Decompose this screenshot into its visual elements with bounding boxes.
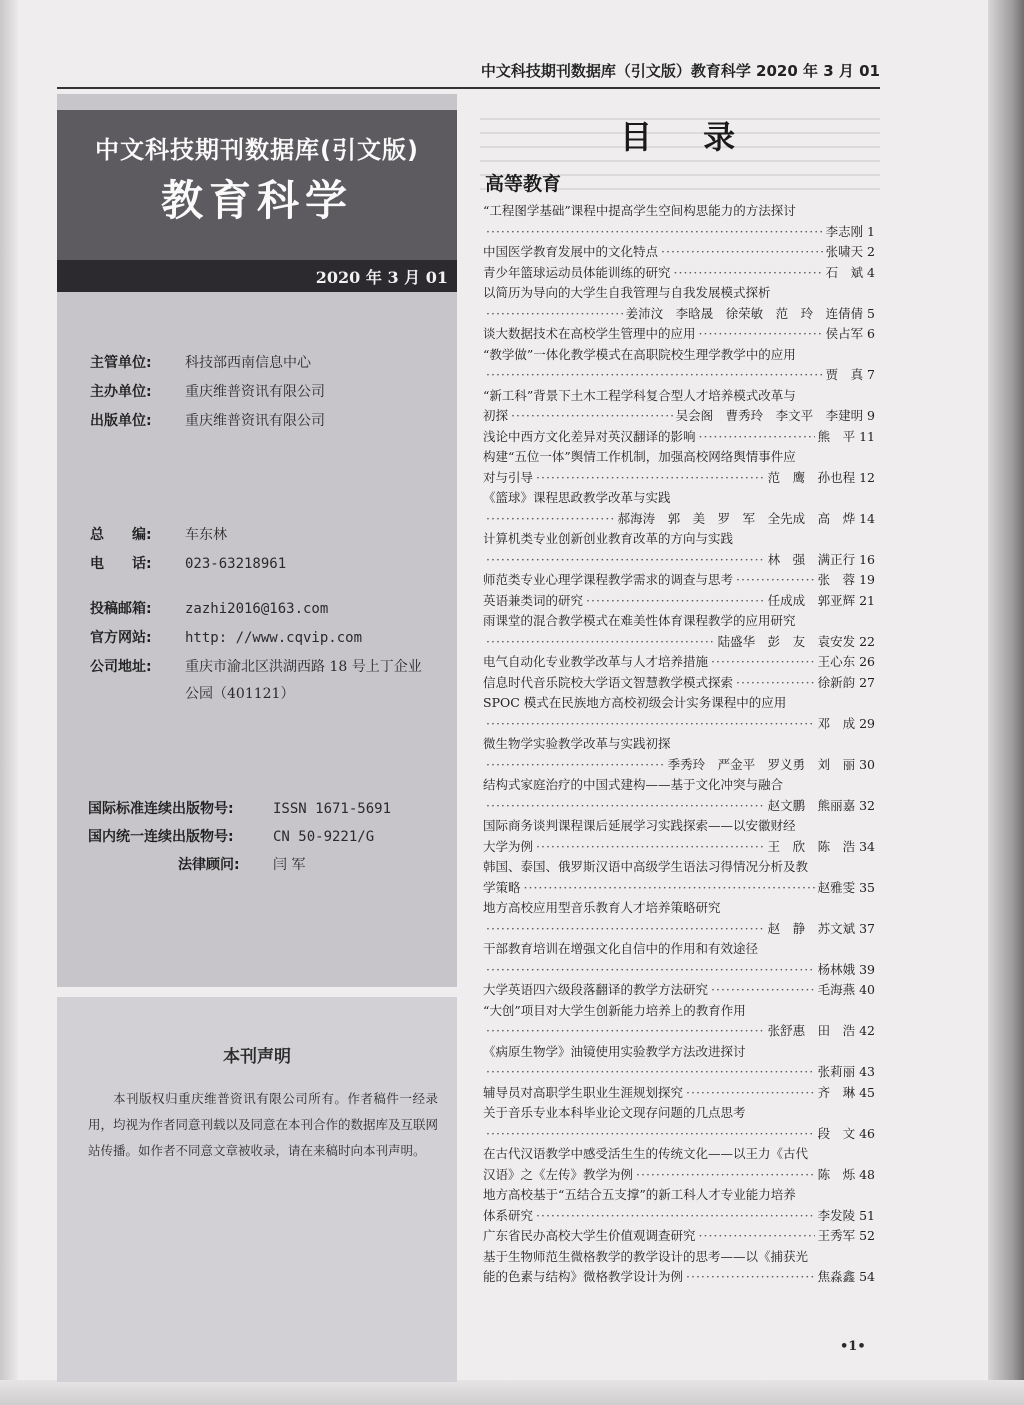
legal-label: 法律顾问: [178, 857, 240, 873]
notice-body: 本刊版权归重庆维普资讯有限公司所有。作者稿件一经录用，均视为作者同意刊载以及同意在本刊合作的数据库及互联网站传播。如作者不同意文章被收录，请在来稿时向本刊声明。 [88, 1091, 439, 1158]
issn-row [88, 798, 391, 818]
cn-row [88, 826, 374, 846]
toc-line [483, 796, 875, 817]
toc-author-page: 陈 烁 48 [817, 1166, 875, 1182]
leader-dots [711, 652, 815, 673]
leader-dots [699, 324, 823, 345]
leader-dots [486, 1062, 815, 1083]
leader-dots [486, 714, 815, 735]
info-label: 出版单位: [90, 413, 152, 429]
issn-label: 国际标准连续出版物号: [88, 801, 234, 817]
toc-author-page: 张 蓉 19 [817, 572, 875, 587]
toc-title-text: 大学英语四六级段落翻译的教学方法研究 [483, 982, 709, 997]
toc-title-text: 谈大数据技术在高校学生管理中的应用 [483, 326, 696, 341]
toc-line [483, 837, 875, 858]
toc-author-page: 范 鹰 孙也程 12 [767, 469, 875, 485]
info-row-email [90, 598, 328, 618]
leader-dots [486, 632, 715, 653]
leader-dots [674, 263, 823, 284]
toc-title-text: 电气自动化专业教学改革与人才培养措施 [483, 654, 709, 669]
toc-line [483, 714, 875, 735]
toc-author-page: 王秀军 52 [817, 1228, 875, 1243]
table-of-contents [483, 201, 875, 1288]
toc-title-text: 结构式家庭治疗的中国式建构——基于文化冲突与融合 [483, 777, 784, 792]
toc-title-text: 构建“五位一体”舆情工作机制，加强高校网络舆情事件应 [483, 449, 796, 464]
leader-dots [536, 1206, 815, 1227]
leader-dots [711, 980, 815, 1001]
leader-dots [686, 1083, 815, 1104]
toc-author-page: 段 文 46 [817, 1125, 875, 1141]
leader-dots [486, 550, 765, 571]
leader-dots [486, 919, 765, 940]
toc-line [483, 1267, 875, 1288]
toc-author-page: 邓 成 29 [817, 715, 875, 731]
toc-author-page: 林 强 满正行 16 [767, 551, 875, 567]
toc-line [483, 406, 875, 427]
toc-author-page: 王心东 26 [817, 654, 875, 669]
toc-title-text: 浅论中西方文化差异对英汉翻译的影响 [483, 428, 696, 444]
toc-line [483, 222, 875, 243]
toc-line [483, 652, 875, 673]
toc-title-text: 体系研究 [483, 1207, 534, 1223]
toc-line [483, 263, 875, 284]
info-row-publisher [90, 410, 325, 430]
toc-title-text: 在古代汉语教学中感受活生生的传统文化——以王力《古代 [483, 1146, 809, 1161]
legal-row [178, 854, 305, 874]
leader-dots [536, 468, 765, 489]
toc-author-page: 赵文鹏 熊丽嘉 32 [767, 797, 875, 813]
leader-dots [686, 1267, 815, 1288]
toc-author-page: 熊 平 11 [817, 428, 875, 444]
toc-title-text: 地方高校应用型音乐教育人才培养策略研究 [483, 900, 721, 915]
info-value: 车东林 [185, 527, 227, 543]
issue-date: 2020 年 3 月 01 [315, 268, 448, 287]
toc-title-text: 辅导员对高职学生职业生涯规划探究 [483, 1084, 684, 1100]
scan-bottom-edge [0, 1380, 1024, 1405]
toc-title-text: 基于生物师范生微格教学的教学设计的思考——以《捕获光 [483, 1248, 809, 1264]
leader-dots [486, 1021, 765, 1042]
info-row-supervisor [90, 352, 311, 372]
toc-title-text: 以简历为导向的大学生自我管理与自我发展模式探析 [483, 285, 771, 300]
toc-title-text: 初探 [483, 408, 509, 423]
toc-heading: 目 录 [620, 118, 756, 156]
issn-value: ISSN 1671-5691 [273, 801, 392, 817]
toc-author-page: 杨林娥 39 [817, 961, 875, 977]
toc-title-text: 国际商务谈判课程课后延展学习实践探索——以安徽财经 [483, 818, 796, 833]
legal-value: 闫 军 [273, 857, 306, 873]
info-value: 重庆维普资讯有限公司 [185, 413, 325, 429]
toc-author-page: 王 欣 陈 浩 34 [767, 838, 875, 854]
toc-line [483, 550, 875, 571]
toc-title-text: 师范类专业心理学课程教学需求的调查与思考 [483, 572, 734, 587]
toc-line [483, 468, 875, 489]
info-row-website [90, 627, 362, 647]
leader-dots [486, 222, 823, 243]
toc-author-page: 毛海燕 40 [817, 982, 875, 997]
toc-author-page: 姜沛汶 李晗晟 徐荣敏 范 玲 连倩倩 5 [625, 305, 875, 321]
toc-title-text: “工程图学基础”课程中提高学生空间构思能力的方法探讨 [483, 203, 796, 218]
info-row-editor [90, 524, 227, 544]
toc-author-page: 赵 静 苏文斌 37 [767, 920, 875, 936]
toc-title-text: 《病原生物学》油镜使用实验教学方法改进探讨 [483, 1043, 746, 1059]
info-value: 科技部西南信息中心 [185, 355, 311, 371]
leader-dots [636, 1165, 815, 1186]
toc-line [483, 365, 875, 386]
toc-title-text: 干部教育培训在增强文化自信中的作用和有效途径 [483, 941, 759, 956]
toc-line [483, 673, 875, 694]
toc-line [483, 591, 875, 612]
info-label: 总 编: [90, 527, 152, 543]
leader-dots [586, 591, 765, 612]
toc-line [483, 632, 875, 653]
info-label: 主管单位: [90, 355, 152, 371]
info-label: 电 话: [90, 556, 152, 572]
toc-author-page: 侯占军 6 [825, 326, 875, 341]
toc-line [483, 1165, 875, 1186]
leader-dots [736, 673, 815, 694]
toc-title-text: SPOC 模式在民族地方高校初级会计实务课程中的应用 [483, 695, 787, 710]
leader-dots [486, 365, 823, 386]
info-row-sponsor [90, 381, 325, 401]
toc-author-page: 张啸天 2 [825, 244, 875, 259]
toc-line [483, 960, 875, 981]
toc-title-text: 韩国、泰国、俄罗斯汉语中高级学生语法习得情况分析及教 [483, 859, 809, 874]
cn-label: 国内统一连续出版物号: [88, 829, 234, 845]
info-label: 官方网站: [90, 630, 152, 646]
toc-title-text: 对与引导 [483, 469, 534, 485]
leader-dots [536, 837, 765, 858]
toc-title-text: 计算机类专业创新创业教育改革的方向与实践 [483, 531, 734, 546]
toc-title-text: “教学做”一体化教学模式在高职院校生理学教学中的应用 [483, 346, 796, 362]
toc-author-page: 张舒惠 田 浩 42 [767, 1023, 875, 1038]
leader-dots [524, 878, 815, 899]
leader-dots [486, 960, 815, 981]
toc-line [483, 242, 875, 263]
toc-title-text: 大学为例 [483, 838, 534, 854]
toc-line [483, 878, 875, 899]
toc-title-text: 学策略 [483, 879, 521, 895]
leader-dots [661, 242, 823, 263]
page-number: •1• [840, 1339, 866, 1354]
toc-title-text: 广东省民办高校大学生价值观调查研究 [483, 1228, 696, 1243]
toc-title-text: 关于音乐专业本科毕业论文现存问题的几点思考 [483, 1105, 746, 1120]
toc-line [483, 919, 875, 940]
info-value: 公园（401121） [185, 686, 295, 702]
toc-author-page: 赵雅雯 35 [817, 879, 875, 895]
toc-line [483, 304, 875, 325]
toc-line [483, 1083, 875, 1104]
toc-line [483, 1062, 875, 1083]
toc-title-text: 中国医学教育发展中的文化特点 [483, 244, 659, 259]
leader-dots [736, 570, 815, 591]
toc-title-text: 能的色素与结构》微格教学设计为例 [483, 1269, 684, 1284]
journal-name: 教育科学 [160, 176, 353, 225]
header-rule [57, 87, 880, 89]
toc-author-page: 齐 琳 45 [817, 1084, 875, 1100]
toc-line [483, 1226, 875, 1247]
toc-title-text: 英语兼类词的研究 [483, 592, 584, 608]
info-value: zazhi2016@163.com [185, 601, 329, 617]
toc-line [483, 509, 875, 530]
info-row-phone [90, 553, 286, 573]
info-row-address-cont [90, 683, 294, 703]
journal-series: 中文科技期刊数据库(引文版) [95, 136, 419, 164]
toc-author-page: 郝海涛 郭 美 罗 军 全先成 高 烨 14 [617, 510, 875, 526]
toc-title-text: 信息时代音乐院校大学语文智慧教学模式探索 [483, 674, 734, 690]
toc-title-text: 汉语》之《左传》教学为例 [483, 1166, 634, 1182]
toc-title-text: 雨课堂的混合教学模式在难美性体育课程教学的应用研究 [483, 613, 796, 628]
toc-author-page: 张莉丽 43 [817, 1064, 875, 1079]
toc-line [483, 570, 875, 591]
cn-value: CN 50-9221/G [273, 829, 375, 845]
toc-author-page: 石 斌 4 [825, 264, 875, 280]
leader-dots [486, 755, 665, 776]
toc-author-page: 徐新韵 27 [817, 674, 875, 690]
running-head: 中文科技期刊数据库（引文版）教育科学 2020 年 3 月 01 [480, 62, 880, 80]
toc-line [483, 1124, 875, 1145]
toc-title-text: 微生物学实验教学改革与实践初探 [483, 736, 671, 751]
scan-right-edge [988, 0, 1024, 1405]
notice-title: 本刊声明 [223, 1047, 291, 1067]
leader-dots [511, 406, 673, 427]
leader-dots [699, 427, 815, 448]
leader-dots [486, 796, 765, 817]
leader-dots [486, 1124, 815, 1145]
info-label: 公司地址: [90, 659, 152, 675]
toc-title-text: 青少年篮球运动员体能训练的研究 [483, 264, 671, 280]
toc-author-page: 焦淼鑫 54 [817, 1269, 875, 1284]
toc-line [483, 1021, 875, 1042]
toc-line [483, 1206, 875, 1227]
info-value: 023-63218961 [185, 556, 287, 572]
leader-dots [486, 509, 615, 530]
toc-section-title: 高等教育 [485, 173, 562, 195]
toc-title-text: “大创”项目对大学生创新能力培养上的教育作用 [483, 1002, 746, 1018]
info-label: 投稿邮箱: [90, 601, 152, 617]
toc-line [483, 980, 875, 1001]
toc-author-page: 任成成 郭亚辉 21 [767, 592, 875, 608]
toc-author-page: 贾 真 7 [825, 367, 875, 382]
toc-line [483, 324, 875, 345]
toc-line [483, 427, 875, 448]
leader-dots [486, 304, 623, 325]
info-value: http: //www.cqvip.com [185, 630, 363, 646]
toc-author-page: 李志刚 1 [825, 223, 875, 239]
toc-author-page: 李发陵 51 [817, 1207, 875, 1223]
info-row-address [90, 656, 422, 676]
toc-author-page: 季秀玲 严金平 罗义勇 刘 丽 30 [667, 756, 875, 772]
info-value: 重庆市渝北区洪湖西路 18 号上丁企业 [185, 659, 422, 675]
toc-author-page: 陆盛华 彭 友 袁安发 22 [717, 633, 875, 649]
scan-left-edge [0, 0, 18, 1405]
toc-line [483, 755, 875, 776]
toc-title-text: 《篮球》课程思政教学改革与实践 [483, 490, 671, 505]
info-label: 主办单位: [90, 384, 152, 400]
toc-title-text: 地方高校基于“五结合五支撑”的新工科人才专业能力培养 [483, 1187, 796, 1202]
toc-title-text: “新工科”背景下土木工程学科复合型人才培养模式改革与 [483, 387, 796, 403]
info-value: 重庆维普资讯有限公司 [185, 384, 325, 400]
toc-author-page: 吴会阁 曹秀玲 李文平 李建明 9 [675, 408, 875, 423]
leader-dots [699, 1226, 815, 1247]
